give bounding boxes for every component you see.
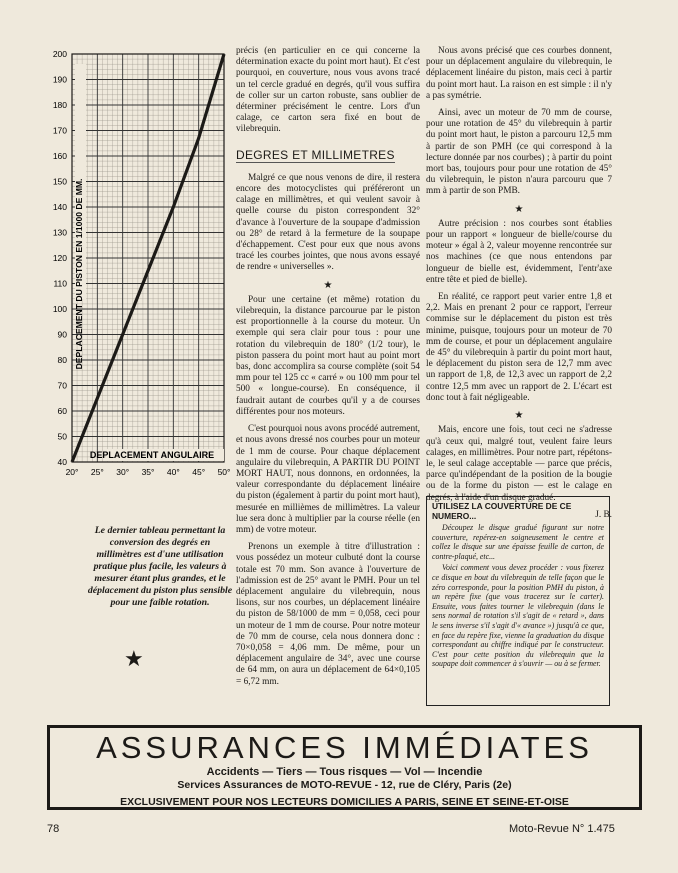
y-tick-label: 70 [57,380,67,391]
x-tick-label: 30° [116,467,130,477]
paragraph: Ainsi, avec un moteur de 70 mm de course, pour une rotation de 45° du vilebrequin à partir du point mort haut, le piston a parcouru 12,5 mm à partir de son PMH (ce qui correspond à la lecture donnée par nos courbes) ; à partir du point mort bas, toujours pour pour une rotation de 45° du vilebrequin, le piston n'aura parcouru que 7 mm à partir de son PMB. [426,108,612,197]
insurance-advertisement [47,725,642,810]
column-middle [236,46,420,694]
y-tick-label: 180 [52,100,67,110]
issue-number: Moto-Revue N° 1.475 [509,823,615,835]
ad-address: Services Assurances de MOTO-REVUE - 12, rue de Cléry, Paris (2e) [177,779,512,791]
y-tick-labels [53,49,67,467]
cover-usage-box [426,496,610,706]
y-tick-label: 80 [57,355,67,365]
y-tick-label: 60 [57,406,67,416]
y-tick-label: 90 [57,329,67,340]
y-tick-label: 140 [52,202,67,212]
paragraph: En réalité, ce rapport peut varier entre 1,8 et 2,2. Mais en prenant 2 pour ce rapport, l'erreur commise sur le déplacement du piston est très minime, puisque, toujours pour un moteur de 70 mm de course, et pour un déplacement angulaire de 45° du vilebrequin à partir du point mort haut, le déplacement du piston sera de 12,7 mm avec un rapport de 1,8, de 12,3 avec un rapport de 2,2 contre 12,5 mm avec un rapport de 2. L'écart est donc tout à fait négligeable. [426,292,612,403]
y-tick-label: 110 [53,278,67,289]
y-tick-label: 120 [52,253,67,263]
column-right [426,46,612,521]
author-signature: J. B. [595,509,612,520]
decorative-star-icon: ★ [124,646,144,671]
separator-star-icon: ★ [514,203,524,215]
y-tick-label: 40 [57,457,67,467]
x-axis-label: DEPLACEMENT ANGULAIRE [89,450,215,460]
paragraph: Autre précision : nos courbes sont établies pour un rapport « longueur de bielle/course du moteur » égal à 2, valeur moyenne rencontrée sur nos machines (ce que nous entendons par longueur de bielle est, évidemment, l'entr'axe entre tête et pied de bielle). [426,218,612,285]
paragraph: Nous avons précisé que ces courbes donnent, pour un déplacement angulaire du vilebrequin, le déplacement linéaire du piston, mais ceci à partir du point mort haut. La raison en est simple : il n'y a pas symétrie. [426,46,612,101]
ad-restriction: EXCLUSIVEMENT POUR NOS LECTEURS DOMICILIES A PARIS, SEINE ET SEINE-ET-OISE [120,796,569,808]
y-tick-label: 50 [57,431,67,442]
conversion-chart [40,44,240,486]
x-tick-label: 50° [217,467,231,477]
y-tick-label: 160 [52,151,67,161]
separator-star-icon: ★ [514,410,524,422]
paragraph: Pour une certaine (et même) rotation du vilebrequin, la distance parcourue par le piston est proportionnelle à la course du moteur. Un exemple qui sera clair pour tous : pour une rotation du vilebrequin de 180° (1/2 tour), le piston passera du point mort haut au point mort bas, donc accomplira sa course complète (soit 54 mm pour tel 125 cc « carré » ou 100 mm pour tel 500 « longue-course). En conséquence, il faudrait autant de courbes qu'il y a de courses différentes pour nos moteurs. [236,294,420,417]
y-tick-label: 190 [52,74,67,85]
x-tick-labels [66,467,231,477]
page-number: 78 [47,823,60,835]
paragraph: C'est pourquoi nous avons procédé autrement, et nous avons dressé nos courbes pour un moteur de 1 mm de course. Pour chaque déplacement angulaire du vilebrequin, A PARTIR DU POINT MORT HAUT, nous donnons, en ordonnées, la valeur correspondante du déplacement linéaire du piston (également à partir du point mort haut), mesurée en millièmes de millimètres. La valeur lue sera donc à multiplier par la course réelle (en mm) de votre moteur. [236,424,420,535]
ad-title: ASSURANCES IMMÉDIATES [96,730,593,765]
section-title: DEGRES ET MILLIMETRES [236,147,395,162]
ad-coverage-list: Accidents — Tiers — Tous risques — Vol — Incendie [206,766,483,778]
paragraph: Mais, encore une fois, tout ceci ne s'adresse qu'à ceux qui, malgré tout, veulent faire leurs calages, en millimètres. Pour notre part, répétons-le, le seul calage acceptable — parce que précis, parce qu'indépendant de la position de la bougie ou de la forme du piston — est le calage en degrés, à l'aide d'un disque gradué. [426,425,612,503]
box-title: UTILISEZ LA COUVERTURE DE CE NUMERO... [432,501,572,521]
box-paragraph: Voici comment vous devez procéder : vous fixerez ce disque en bout du vilebrequin de telle façon que le zéro corresponde, pour la position PMH du piston, à un repère fixe (que vous tracerez sur le carter). Ensuite, vous faites tourner le vilebrequin (dans le sens normal de rotation s'il s'agit de « retard », dans le sens inverse s'il s'agit d'« avance ») jusqu'à ce que, en face du repère fixe, vienne la graduation du disque correspondant au chiffre indiqué par le constructeur. C'est pour cette position du vilebrequin que la soupape doit commencer à s'ouvrir — ou à se fermer. [432,563,604,669]
y-tick-label: 200 [52,49,67,59]
y-tick-label: 130 [52,227,67,238]
x-tick-label: 40° [166,467,180,477]
y-tick-label: 100 [52,304,67,314]
box-paragraph: Découpez le disque gradué figurant sur notre couverture, repérez-en soigneusement le centre et collez le disque sur une épaisse feuille de carton, de contre-plaqué, etc... [432,523,604,561]
x-tick-label: 45° [192,467,206,477]
x-tick-label: 25° [90,467,104,477]
y-axis-label: DEPLACEMENT DU PISTON EN 1/1000 DE MM. [74,178,84,370]
x-tick-label: 35° [141,467,155,477]
paragraph: précis (en particulier en ce qui concerne la détermination exacte du point mort haut). Et c'est pourquoi, en couverture, nous vous avons tracé un tel cercle gradué en degrés, qu'il vous suffira de coller sur un carton robuste, sans oublier de déterminer précisément le centre. Lors d'un calage, ce carton sera fixé en bout de vilebrequin. [236,46,420,135]
separator-star-icon: ★ [323,279,333,291]
x-tick-label: 20° [65,467,79,477]
paragraph: Malgré ce que nous venons de dire, il restera encore des motocyclistes qui préféreront un calage en millimètres, et qui veulent savoir à quelle course du piston correspondent 32° d'avance à l'ouverture de la soupape d'admission ou 28° de retard à la fermeture de la soupape d'échappement. C'est pour eux que nous avons tracé les courbes jointes, que nous avons essayé de rendre « universelles ». [236,172,420,273]
y-tick-label: 170 [52,125,67,136]
chart-caption: Le dernier tableau permettant la conversion des degrés en millimètres est d'une utilisation pratique plus facile, les valeurs à mesurer étant plus grandes, et le déplacement du piston plus sensible pour une faible rotation. [87,525,233,608]
y-tick-label: 150 [52,176,67,187]
paragraph: Prenons un exemple à titre d'illustration : vous possédez un moteur culbuté dont la course totale est 70 mm. Son avance à l'ouverture de l'admission est de 25° avant le PMH. Pour un tel déplacement angulaire du vilebrequin, nous lisons, sur nos courbes, un déplacement linéaire du piston de 58/1000 de mm = 0,058, ceci pour un moteur de 1 mm de course. Pour notre moteur de 70 mm de course, cela nous donnera donc : 70×0,058 = 4,06 mm. De même, pour un déplacement angulaire de 34°, avec une course de 64 mm, on aura un déplacement de 64×0,105 = 6,72 mm. [236,542,420,687]
